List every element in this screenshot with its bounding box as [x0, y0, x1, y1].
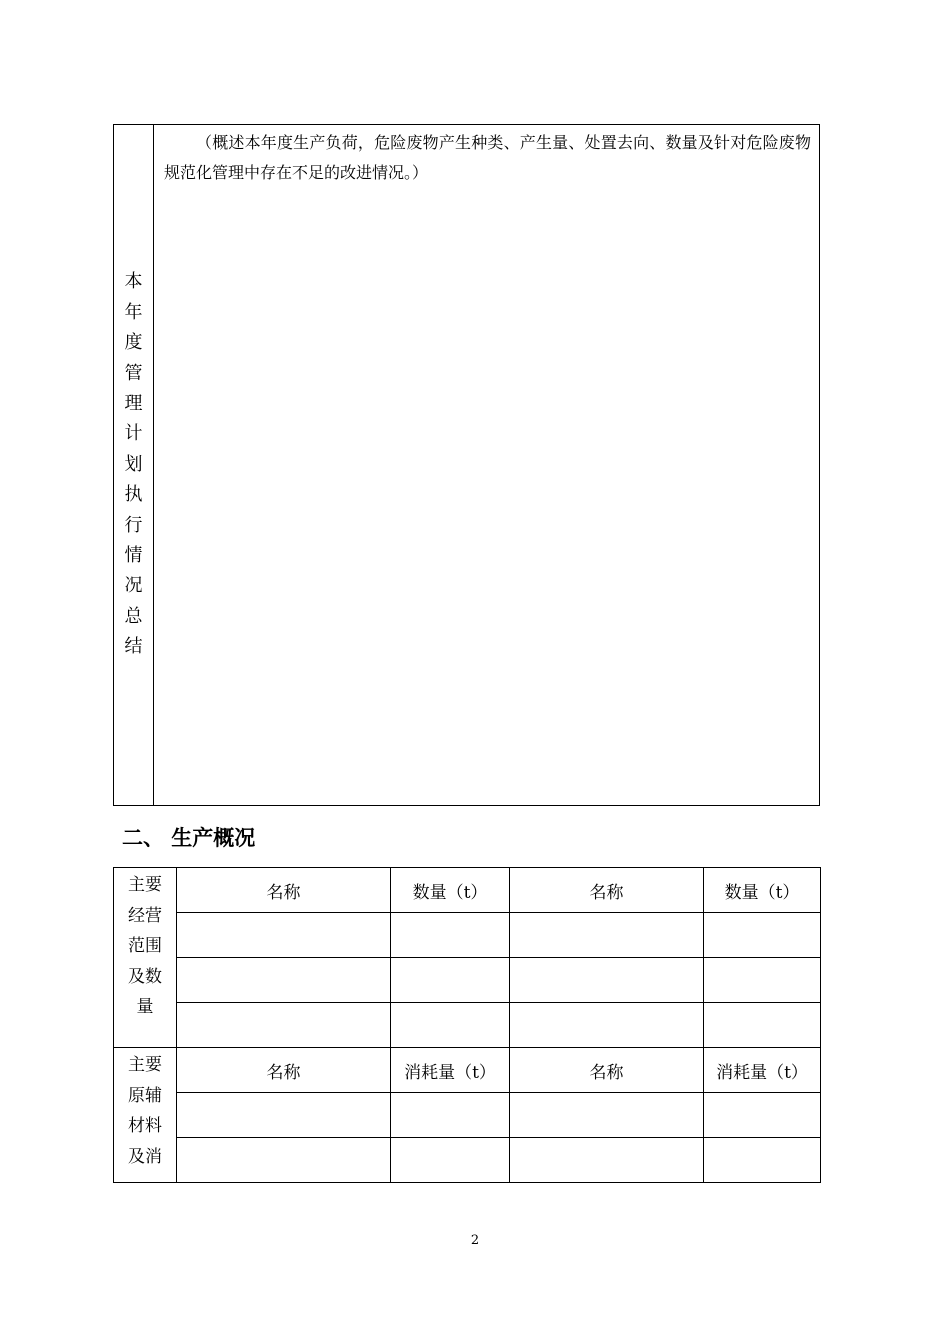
materials-cell[interactable] — [391, 1138, 510, 1183]
summary-label: 本年度管理计划执行情况总结 — [124, 271, 143, 658]
business-cell[interactable] — [391, 913, 510, 958]
materials-cell[interactable] — [510, 1138, 704, 1183]
business-label-cell — [114, 868, 177, 1048]
business-header-qty-2: 数量（t） — [704, 868, 821, 913]
business-header-name-1: 名称 — [177, 868, 391, 913]
materials-header-name-1: 名称 — [177, 1048, 391, 1093]
business-label: 主要经营范围及数量 — [128, 875, 162, 1017]
table-row — [114, 958, 821, 1003]
materials-label: 主要原辅材料及消 — [128, 1055, 162, 1167]
summary-label-cell — [114, 125, 154, 806]
summary-row — [114, 125, 820, 806]
materials-header-name-2: 名称 — [510, 1048, 704, 1093]
business-header-name-2: 名称 — [510, 868, 704, 913]
business-cell[interactable] — [704, 913, 821, 958]
plan-summary-table — [113, 124, 820, 806]
table-row — [114, 1003, 821, 1048]
business-header-qty-1: 数量（t） — [391, 868, 510, 913]
business-cell[interactable] — [704, 958, 821, 1003]
business-cell[interactable] — [510, 913, 704, 958]
business-cell[interactable] — [510, 958, 704, 1003]
business-cell[interactable] — [177, 913, 391, 958]
materials-header-qty-1: 消耗量（t） — [391, 1048, 510, 1093]
table-row — [114, 913, 821, 958]
business-cell[interactable] — [177, 1003, 391, 1048]
materials-cell[interactable] — [704, 1093, 821, 1138]
summary-instruction: （概述本年度生产负荷，危险废物产生种类、产生量、处置去向、数量及针对危险废物规范化管理中存在不足的改进情况。） — [164, 133, 811, 182]
business-cell[interactable] — [391, 1003, 510, 1048]
materials-label-cell — [114, 1048, 177, 1183]
materials-header-row — [114, 1048, 821, 1093]
page-number: 2 — [470, 1233, 480, 1248]
materials-cell[interactable] — [510, 1093, 704, 1138]
materials-cell[interactable] — [391, 1093, 510, 1138]
materials-cell[interactable] — [177, 1138, 391, 1183]
business-cell[interactable] — [177, 958, 391, 1003]
table-row — [114, 1093, 821, 1138]
table-row — [114, 1138, 821, 1183]
business-cell[interactable] — [391, 958, 510, 1003]
business-header-row — [114, 868, 821, 913]
production-overview-table — [113, 867, 821, 1183]
materials-cell[interactable] — [177, 1093, 391, 1138]
section-title: 二、 生产概况 — [122, 826, 256, 850]
summary-content-cell[interactable] — [154, 125, 820, 806]
business-cell[interactable] — [704, 1003, 821, 1048]
business-cell[interactable] — [510, 1003, 704, 1048]
materials-cell[interactable] — [704, 1138, 821, 1183]
materials-header-qty-2: 消耗量（t） — [704, 1048, 821, 1093]
